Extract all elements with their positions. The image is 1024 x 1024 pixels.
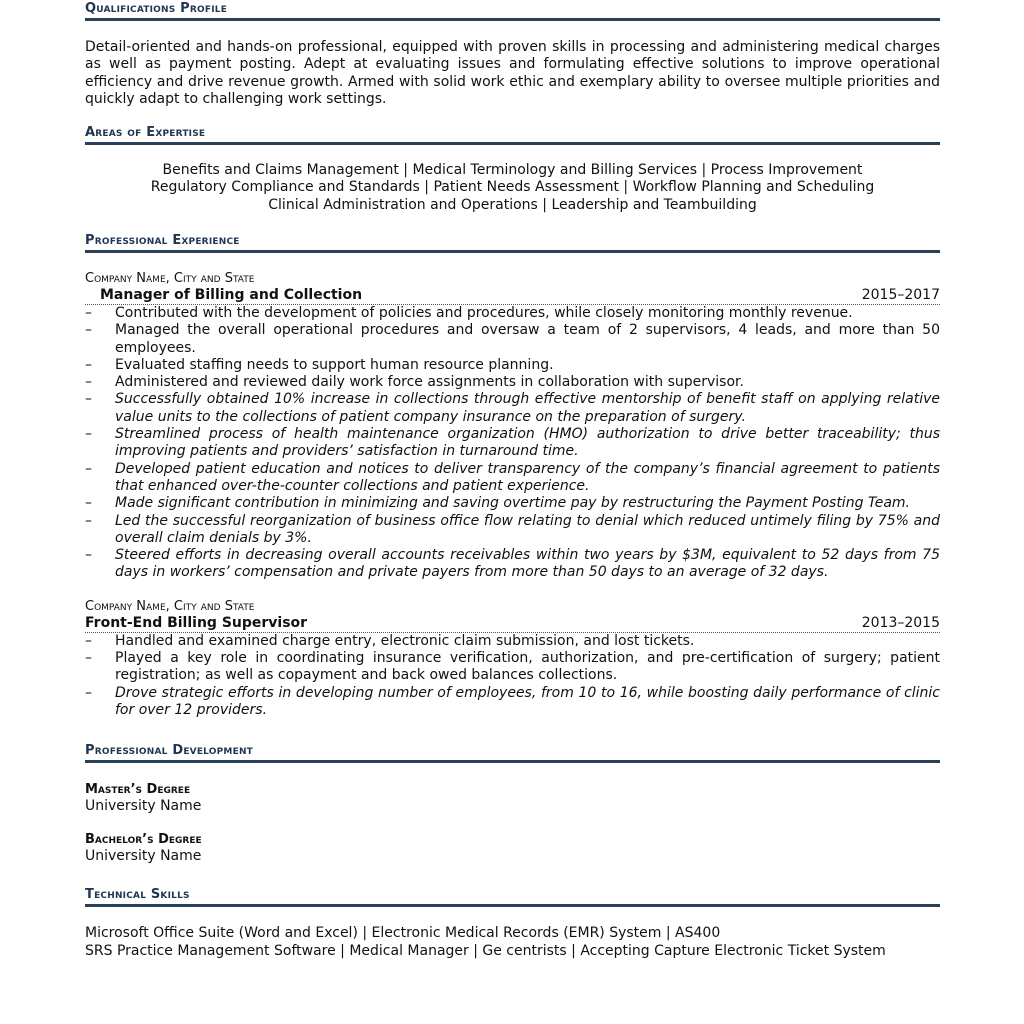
job-dates: 2015–2017 [861,287,940,303]
achievement-item: – Drove strategic efforts in developing number of employees, from 10 to 16, while boosting daily performance of clinic for over 12 providers. [85,685,940,720]
degree-title: Bachelor’s Degree [85,832,202,847]
achievement-item: – Led the successful reorganization of business office flow relating to denial which reduced untimely filing by 75% and overall claim denials by 3%. [85,513,940,548]
school-name: University Name [85,848,202,864]
section-rule [85,18,940,21]
job-title-row [85,615,940,633]
expertise-line: Benefits and Claims Management | Medical Terminology and Billing Services | Process Improvement [162,162,863,178]
list-item: – Administered and reviewed daily work force assignments in collaboration with supervisor. [85,374,940,391]
skills-line: Microsoft Office Suite (Word and Excel) | Electronic Medical Records (EMR) System | AS400 [85,925,721,941]
skills-line: SRS Practice Management Software | Medical Manager | Ge centrists | Accepting Capture Electronic Ticket System [85,942,886,959]
achievement-item: – Successfully obtained 10% increase in collections through effective mentorship of benefit staff on applying relative value units to the collections of patient company insurance on the preparation of surgery. [85,391,940,426]
section-heading-expertise: Areas of Expertise [85,125,206,140]
development-section [85,743,940,865]
achievement-item: – Steered efforts in decreasing overall accounts receivables within two years by $3M, equivalent to 52 days from 75 days in workers’ compensation and private payers from more than 50 days to an average of 32 days. [85,547,940,582]
job-title: Manager of Billing and Collection [100,287,363,303]
qualifications-section [85,1,940,108]
list-item: – Managed the overall operational procedures and oversaw a team of 2 supervisors, 4 leads, and more than 50 employees. [85,322,940,357]
section-rule [85,250,940,253]
degree-title: Master’s Degree [85,782,191,797]
expertise-section [85,125,940,214]
job-bullets [85,633,940,719]
section-heading-development: Professional Development [85,743,254,758]
skills-section [85,887,940,960]
section-heading-qualifications: Qualifications Profile [85,1,228,16]
achievement-item: – Made significant contribution in minimizing and saving overtime pay by restructuring the Payment Posting Team. [85,495,940,512]
list-item: – Handled and examined charge entry, electronic claim submission, and lost tickets. [85,633,940,650]
list-item: – Played a key role in coordinating insurance verification, authorization, and pre-certification of surgery; patient registration; as well as copayment and back owed balances collections. [85,650,940,685]
job-entry [85,271,940,582]
company-name: Company Name, City and State [85,598,255,614]
expertise-line: Regulatory Compliance and Standards | Patient Needs Assessment | Workflow Planning and Scheduling [150,179,875,196]
school-name: University Name [85,798,202,814]
experience-section [85,233,940,719]
section-rule [85,142,940,145]
job-title: Front-End Billing Supervisor [85,614,308,631]
company-name: Company Name, City and State [85,271,255,286]
job-dates: 2013–2015 [861,614,940,631]
section-rule [85,904,940,907]
list-item: – Contributed with the development of policies and procedures, while closely monitoring monthly revenue. [85,305,940,322]
achievement-item: – Developed patient education and notices to deliver transparency of the company’s financial agreement to patients that enhanced over-the-counter collections and patient experience. [85,461,940,496]
list-item: – Evaluated staffing needs to support human resource planning. [85,357,940,374]
achievement-item: – Streamlined process of health maintenance organization (HMO) authorization to drive better traceability; thus improving patients and providers’ satisfaction in turnaround time. [85,426,940,461]
section-heading-skills: Technical Skills [85,887,190,902]
job-title-row [85,287,940,305]
job-bullets [85,305,940,582]
expertise-line: Clinical Administration and Operations | Leadership and Teambuilding [268,196,757,213]
job-entry [85,599,940,719]
section-rule [85,760,940,763]
section-heading-experience: Professional Experience [85,233,240,248]
qualifications-text: Detail-oriented and hands-on professional, equipped with proven skills in processing and administering medical charges as well as payment posting. Adept at evaluating issues and formulating effective solutions to improve operational efficiency and drive revenue growth. Armed with solid work ethic and exemplary ability to oversee multiple priorities and quickly adapt to challenging work settings. [85,39,940,107]
